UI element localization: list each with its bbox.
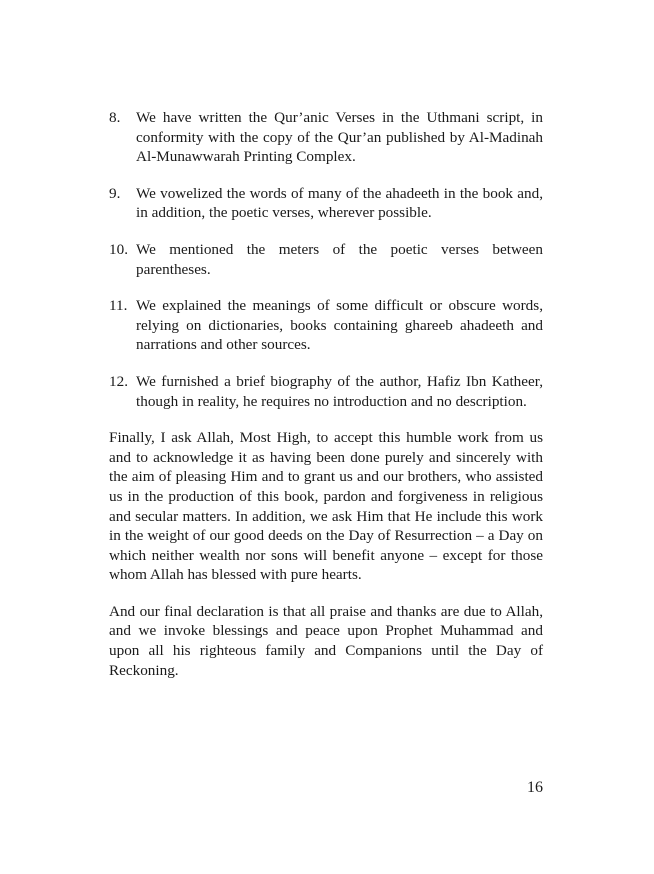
list-item bbox=[109, 296, 543, 355]
list-text: We have written the Qur’anic Verses in the Uthmani script, in conformity with the copy of the Qur’an published by Al-Madinah Al-Munawwarah Printing Complex. bbox=[136, 109, 543, 166]
page-number: 16 bbox=[527, 779, 543, 796]
list-number: 12. bbox=[109, 372, 128, 390]
list-item bbox=[109, 372, 543, 411]
page-body bbox=[109, 108, 543, 697]
list-number: 8. bbox=[109, 109, 121, 126]
final-declaration-paragraph: And our final declaration is that all praise and thanks are due to Allah, and we invoke blessings and peace upon Prophet Muhammad and upon all his righteous family and Companions until the Day of Reckoning. bbox=[109, 602, 543, 679]
list-text: We explained the meanings of some difficult or obscure words, relying on dictionaries, books containing ghareeb ahadeeth and narrations and other sources. bbox=[136, 297, 543, 354]
list-item bbox=[109, 108, 543, 167]
list-number: 10. bbox=[109, 240, 128, 258]
closing-paragraph: Finally, I ask Allah, Most High, to accept this humble work from us and to acknowledge it as having been done purely and sincerely with the aim of pleasing Him and to grant us and our brothers, who assisted us in the production of this book, pardon and forgiveness in religious and secular matters. In addition, we ask Him that He include this work in the weight of our good deeds on the Day of Resurrection – a Day on which neither wealth nor sons will benefit anyone – except for those whom Allah has blessed with pure hearts. bbox=[109, 429, 543, 584]
list-text: We mentioned the meters of the poetic verses between parentheses. bbox=[136, 240, 543, 278]
list-number: 11. bbox=[109, 297, 128, 315]
list-text: We vowelized the words of many of the ahadeeth in the book and, in addition, the poetic verses, wherever possible. bbox=[136, 184, 543, 222]
list-item bbox=[109, 240, 543, 279]
list-item bbox=[109, 184, 543, 223]
list-text: We furnished a brief biography of the author, Hafiz Ibn Katheer, though in reality, he requires no introduction and no description. bbox=[136, 372, 543, 410]
list-number: 9. bbox=[109, 184, 121, 202]
